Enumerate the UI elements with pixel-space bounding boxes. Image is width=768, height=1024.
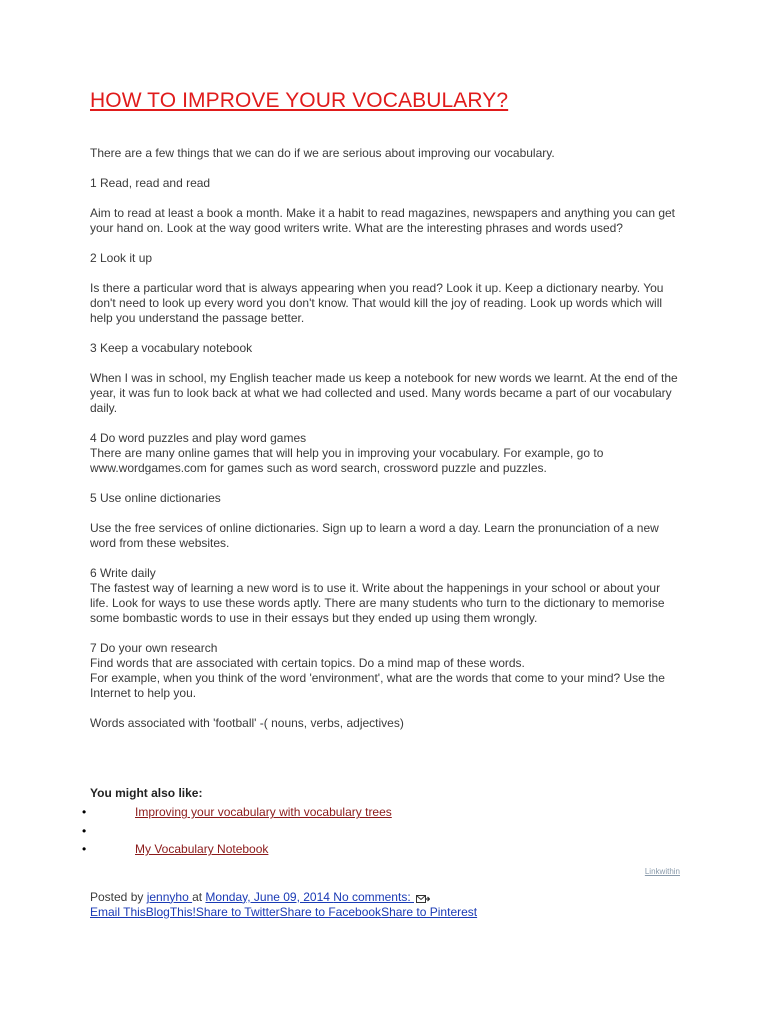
bullet-icon: • xyxy=(82,842,87,857)
section-4-body: There are many online games that will help you in improving your vocabulary. For example, go to www.wordgames.com for games such as word search, crossword puzzle and puzzles. xyxy=(90,446,604,476)
section-7-body-2: For example, when you think of the word 'environment', what are the words that come to your mind? Use the Internet to help you. xyxy=(90,671,665,701)
email-this-link[interactable]: Email This xyxy=(90,904,146,919)
post-footer xyxy=(90,890,680,905)
share-twitter-link[interactable]: Share to Twitter xyxy=(195,904,280,919)
posted-by-label: Posted by xyxy=(90,889,147,904)
share-facebook-link[interactable]: Share to Facebook xyxy=(279,904,382,919)
list-item xyxy=(82,823,680,843)
section-2-heading: 2 Look it up xyxy=(90,251,153,266)
section-2-body: Is there a particular word that is always appearing when you read? Look it up. Keep a dictionary nearby. You don't need to look up every word you don't know. That would kill the joy of reading. Look up words which will help you understand the passage better. xyxy=(90,281,664,326)
section-5-body: Use the free services of online dictionaries. Sign up to learn a word a day. Learn the pronunciation of a new word from these websites. xyxy=(90,521,659,551)
share-pinterest-link[interactable]: Share to Pinterest xyxy=(381,904,478,919)
linkwithin-link[interactable]: Linkwithin xyxy=(644,866,680,876)
bullet-icon: • xyxy=(82,805,87,820)
section-3-heading: 3 Keep a vocabulary notebook xyxy=(90,341,253,356)
page-title: HOW TO IMPROVE YOUR VOCABULARY? xyxy=(90,89,509,112)
author-link[interactable]: jennyho xyxy=(146,889,193,904)
email-post-icon[interactable] xyxy=(416,893,430,903)
also-like-title: You might also like: xyxy=(90,786,203,801)
spacer xyxy=(90,746,680,786)
section-3-body: When I was in school, my English teacher made us keep a notebook for new words we learnt. At the end of the year, it was fun to look back at what we had collected and used. Many words became a part of our vocabulary daily. xyxy=(90,371,678,416)
also-like-list xyxy=(82,805,680,861)
section-7-heading: 7 Do your own research xyxy=(90,641,218,656)
list-item xyxy=(82,842,680,861)
comments-link[interactable]: No comments: xyxy=(333,889,414,904)
section-6-body: The fastest way of learning a new word is to use it. Write about the happenings in your school or about your life. Look for ways to use these words aptly. There are many students who turn to the dictionary to memorise some bombastic words to use in their essays but they ended up using them wrongly. xyxy=(90,581,665,626)
section-1-body: Aim to read at least a book a month. Make it a habit to read magazines, newspapers and anything you can get your hand on. Look at the way good writers write. What are the interesting phrases and words used? xyxy=(90,206,676,236)
blogthis-link[interactable]: BlogThis! xyxy=(145,904,196,919)
section-1-heading: 1 Read, read and read xyxy=(90,176,211,191)
at-label: at xyxy=(192,889,206,904)
list-item xyxy=(82,805,680,824)
section-4-heading: 4 Do word puzzles and play word games xyxy=(90,431,307,446)
share-bar xyxy=(90,905,680,920)
closing-line: Words associated with 'football' -( nouns, verbs, adjectives) xyxy=(90,716,404,731)
post-date-link[interactable]: Monday, June 09, 2014 xyxy=(205,889,334,904)
section-6-heading: 6 Write daily xyxy=(90,566,156,581)
blog-post xyxy=(82,88,680,920)
section-7-body-1: Find words that are associated with certain topics. Do a mind map of these words. xyxy=(90,656,525,671)
section-5-heading: 5 Use online dictionaries xyxy=(90,491,221,506)
related-post-link[interactable]: Improving your vocabulary with vocabulary trees xyxy=(135,805,392,820)
intro-paragraph: There are a few things that we can do if we are serious about improving our vocabulary. xyxy=(90,146,555,161)
related-post-link[interactable]: My Vocabulary Notebook xyxy=(135,842,269,857)
bullet-icon: • xyxy=(82,823,87,838)
